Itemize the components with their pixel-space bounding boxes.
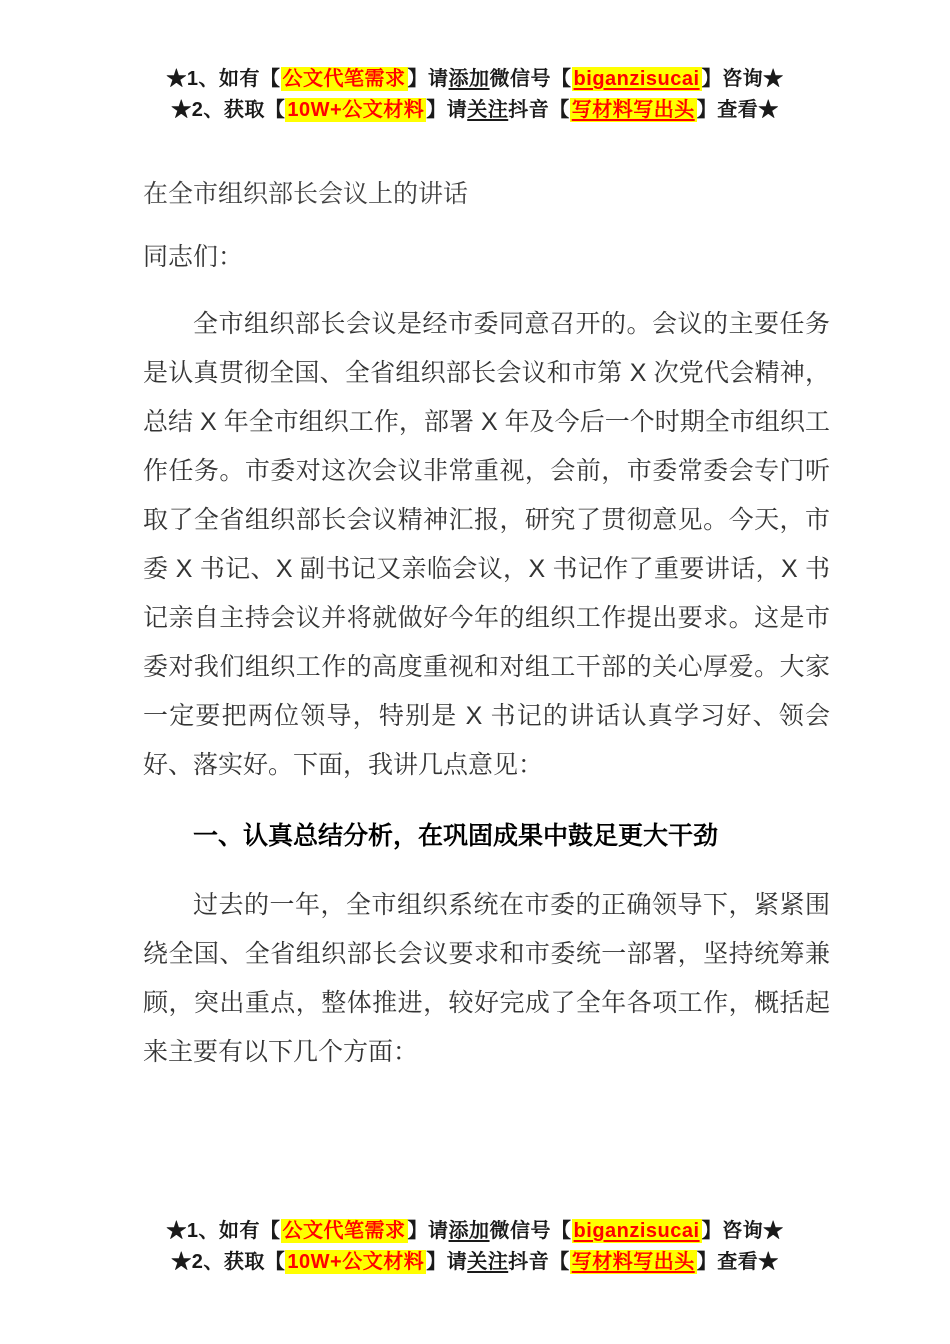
promo-star-prefix: ★2、获取【 (171, 1251, 286, 1273)
promo-wechat-id: biganzisucai (573, 68, 700, 90)
promo-douyin-id: 写材料写出头 (571, 1251, 695, 1273)
promo-mid-text: 微信号【 (489, 1220, 572, 1242)
promo-wechat-id: biganzisucai (573, 1220, 700, 1242)
promo-footer-line-2 (0, 1247, 950, 1278)
promo-mid-text: 】请 (407, 1220, 449, 1242)
promo-footer-line-1 (0, 1216, 950, 1247)
section-heading-1: 一、认真总结分析，在巩固成果中鼓足更大干劲 (193, 822, 719, 850)
document-title: 在全市组织部长会议上的讲话 (143, 180, 469, 208)
promo-material-highlight: 10W+公文材料 (287, 1251, 425, 1273)
promo-star-prefix: ★2、获取【 (171, 99, 286, 121)
promo-material-highlight: 10W+公文材料 (287, 99, 425, 121)
promo-footer (0, 1216, 950, 1278)
promo-add-underline: 添加 (448, 68, 490, 90)
promo-star-suffix: 】查看★ (696, 1251, 779, 1273)
promo-star-suffix: 】咨询★ (701, 68, 784, 90)
promo-douyin-id: 写材料写出头 (571, 99, 695, 121)
promo-header-line-2 (0, 95, 950, 126)
promo-star-prefix: ★1、如有【 (166, 1220, 281, 1242)
document-body (143, 170, 830, 1077)
promo-star-suffix: 】咨询★ (701, 1220, 784, 1242)
salutation: 同志们： (143, 243, 244, 271)
paragraph-intro: 全市组织部长会议是经市委同意召开的。会议的主要任务是认真贯彻全国、全省组织部长会议和市第 X 次党代会精神，总结 X 年全市组织工作，部署 X 年及今后一个时期全市组织工作任务。市委对这次会议非常重视，会前，市委常委会专门听取了全省组织部长会议精神汇报，研究了贯彻意见。今天，市委 X 书记、X 副书记又亲临会议，X 书记作了重要讲话，X 书记亲自主持会议并将就做好今年的组织工作提出要求。这是市委对我们组织工作的高度重视和对组工干部的关心厚爱。大家一定要把两位领导，特别是 X 书记的讲话认真学习好、领会好、落实好。下面，我讲几点意见： (143, 310, 830, 779)
promo-mid-text: 】请 (426, 99, 468, 121)
promo-follow-underline: 关注 (467, 99, 509, 121)
paragraph-section-1: 过去的一年，全市组织系统在市委的正确领导下，紧紧围绕全国、全省组织部长会议要求和市委统一部署，坚持统筹兼顾，突出重点，整体推进，较好完成了全年各项工作，概括起来主要有以下几个方面： (143, 891, 830, 1066)
promo-mid-text: 微信号【 (489, 68, 572, 90)
promo-star-prefix: ★1、如有【 (166, 68, 281, 90)
promo-mid-text: 】请 (407, 68, 449, 90)
promo-mid-text: 抖音【 (508, 99, 570, 121)
promo-mid-text: 抖音【 (508, 1251, 570, 1273)
promo-star-suffix: 】查看★ (696, 99, 779, 121)
promo-header-line-1 (0, 64, 950, 95)
promo-header (0, 0, 950, 126)
promo-follow-underline: 关注 (467, 1251, 509, 1273)
promo-service-highlight: 公文代笔需求 (282, 68, 406, 90)
promo-service-highlight: 公文代笔需求 (282, 1220, 406, 1242)
promo-add-underline: 添加 (448, 1220, 490, 1242)
promo-mid-text: 】请 (426, 1251, 468, 1273)
